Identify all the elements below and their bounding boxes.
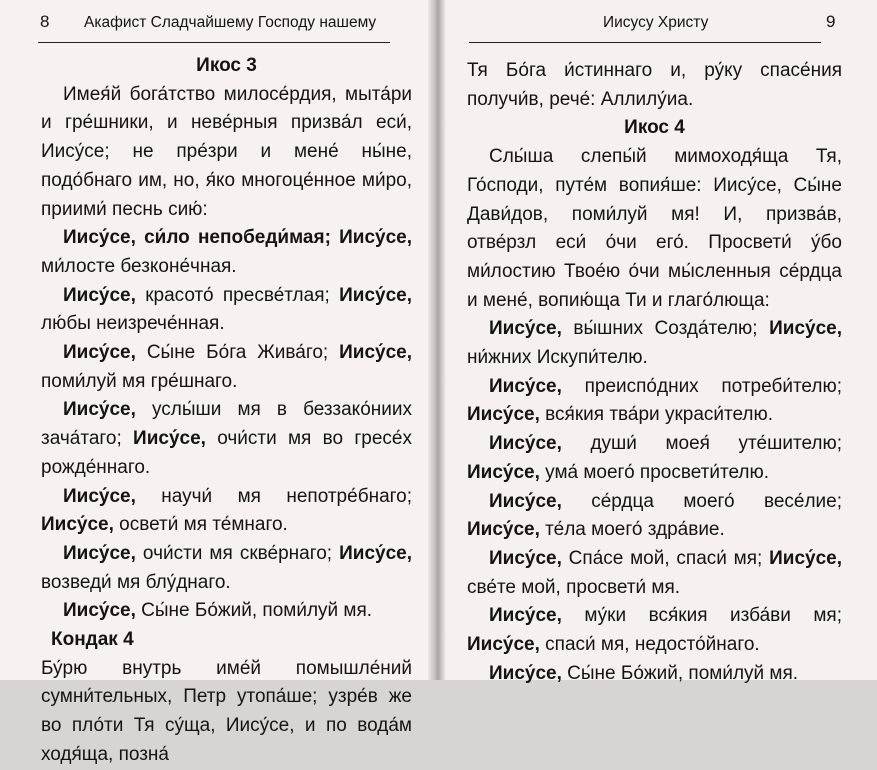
- page-number: 9: [826, 12, 836, 31]
- invocation: Иису́се, си́ло непобеди́мая; Иису́се, ми́лосте безконе́чная.: [41, 227, 412, 277]
- header-rule: [38, 42, 390, 43]
- invocation: Иису́се, очи́сти мя скве́рнаго; Иису́се, возведи́ мя блу́днаго.: [41, 542, 412, 593]
- page-body: [467, 57, 842, 688]
- ikos-intro: Имея́й бога́тство милосе́рдия, мыта́ри и гре́шники, и неве́рныя призва́л еси́, Иису́се; не пре́зри и мене́ ны́не, подо́бнаго им, но, я́ко многоце́нное ми́ро, приими́ песнь сию́:: [41, 83, 412, 220]
- running-header: Иисусу Христу: [603, 14, 709, 31]
- invocation: Иису́се, Сы́не Бо́жий, поми́луй мя.: [489, 662, 799, 684]
- invocation: Иису́се, преиспо́дних потреби́телю; Иису́се, вся́кия тва́ри украси́телю.: [467, 375, 842, 426]
- invocation: Иису́се, Сы́не Бо́га Жива́го; Иису́се, поми́луй мя гре́шнаго.: [41, 342, 413, 392]
- kondak-heading: Кондак 4: [51, 629, 134, 651]
- book-gutter: [428, 0, 446, 680]
- invocation: Иису́се, научи́ мя непотре́бнаго; Иису́се, освети́ мя те́мнаго.: [41, 485, 412, 536]
- kondak-text: Бу́рю внутрь име́й помышле́ний сумни́тельных, Петр утопа́ше; узре́в же во пло́ти Тя су́ща, Иису́се, и по вода́м ходя́ща, позна́: [41, 657, 412, 765]
- invocation: Иису́се, му́ки вся́кия изба́ви мя; Иису́се, спаси́ мя, недосто́йнаго.: [467, 605, 842, 656]
- invocation: Иису́се, Сы́не Бо́жий, поми́луй мя.: [63, 600, 373, 622]
- left-page: [0, 0, 434, 765]
- invocation: Иису́се, вы́шних Созда́телю; Иису́се, ни́жних Искупи́телю.: [467, 318, 843, 369]
- ikos-intro: Слы́ша слепы́й мимоходя́ща Тя, Го́споди, путе́м вопия́ше: Иису́се, Сы́не Дави́дов, поми́луй мя! И, призва́в, отве́рзл еси́ о́чи его́. Просвети́ у́бо ми́лостию Твое́ю о́чи мы́сленныя се́рдца и мене́, вопию́ща Ти и глаго́люща:: [467, 146, 842, 311]
- right-page: [441, 0, 877, 684]
- ikos-heading: Икос 4: [624, 117, 685, 139]
- page-number: 8: [40, 12, 50, 31]
- invocation: Иису́се, се́рдца моего́ весе́лие; Иису́се, те́ла моего́ здра́вие.: [467, 490, 842, 541]
- ikos-heading: Икос 3: [196, 55, 257, 76]
- invocation: Иису́се, услы́ши мя в беззако́ниих зача́таго; Иису́се, очи́сти мя во гресе́х рожде́ннаго.: [41, 399, 412, 478]
- continuation-text: Тя Бо́га и́стиннаго и, ру́ку спасе́ния получи́в, рече́: Аллилу́иа.: [467, 60, 842, 110]
- invocation: Иису́се, Спа́се мой, спаси́ мя; Иису́се, све́те мой, просвети́ мя.: [467, 547, 842, 598]
- invocation: Иису́се, души́ моея́ уте́шителю; Иису́се, ума́ моего́ просвети́телю.: [467, 433, 842, 483]
- page-body: [41, 52, 412, 770]
- header-rule: [469, 42, 821, 43]
- invocation: Иису́се, красото́ пресве́тлая; Иису́се, лю́бы неизрече́нная.: [41, 284, 412, 335]
- running-header: Акафист Сладчайшему Господу нашему: [84, 14, 377, 31]
